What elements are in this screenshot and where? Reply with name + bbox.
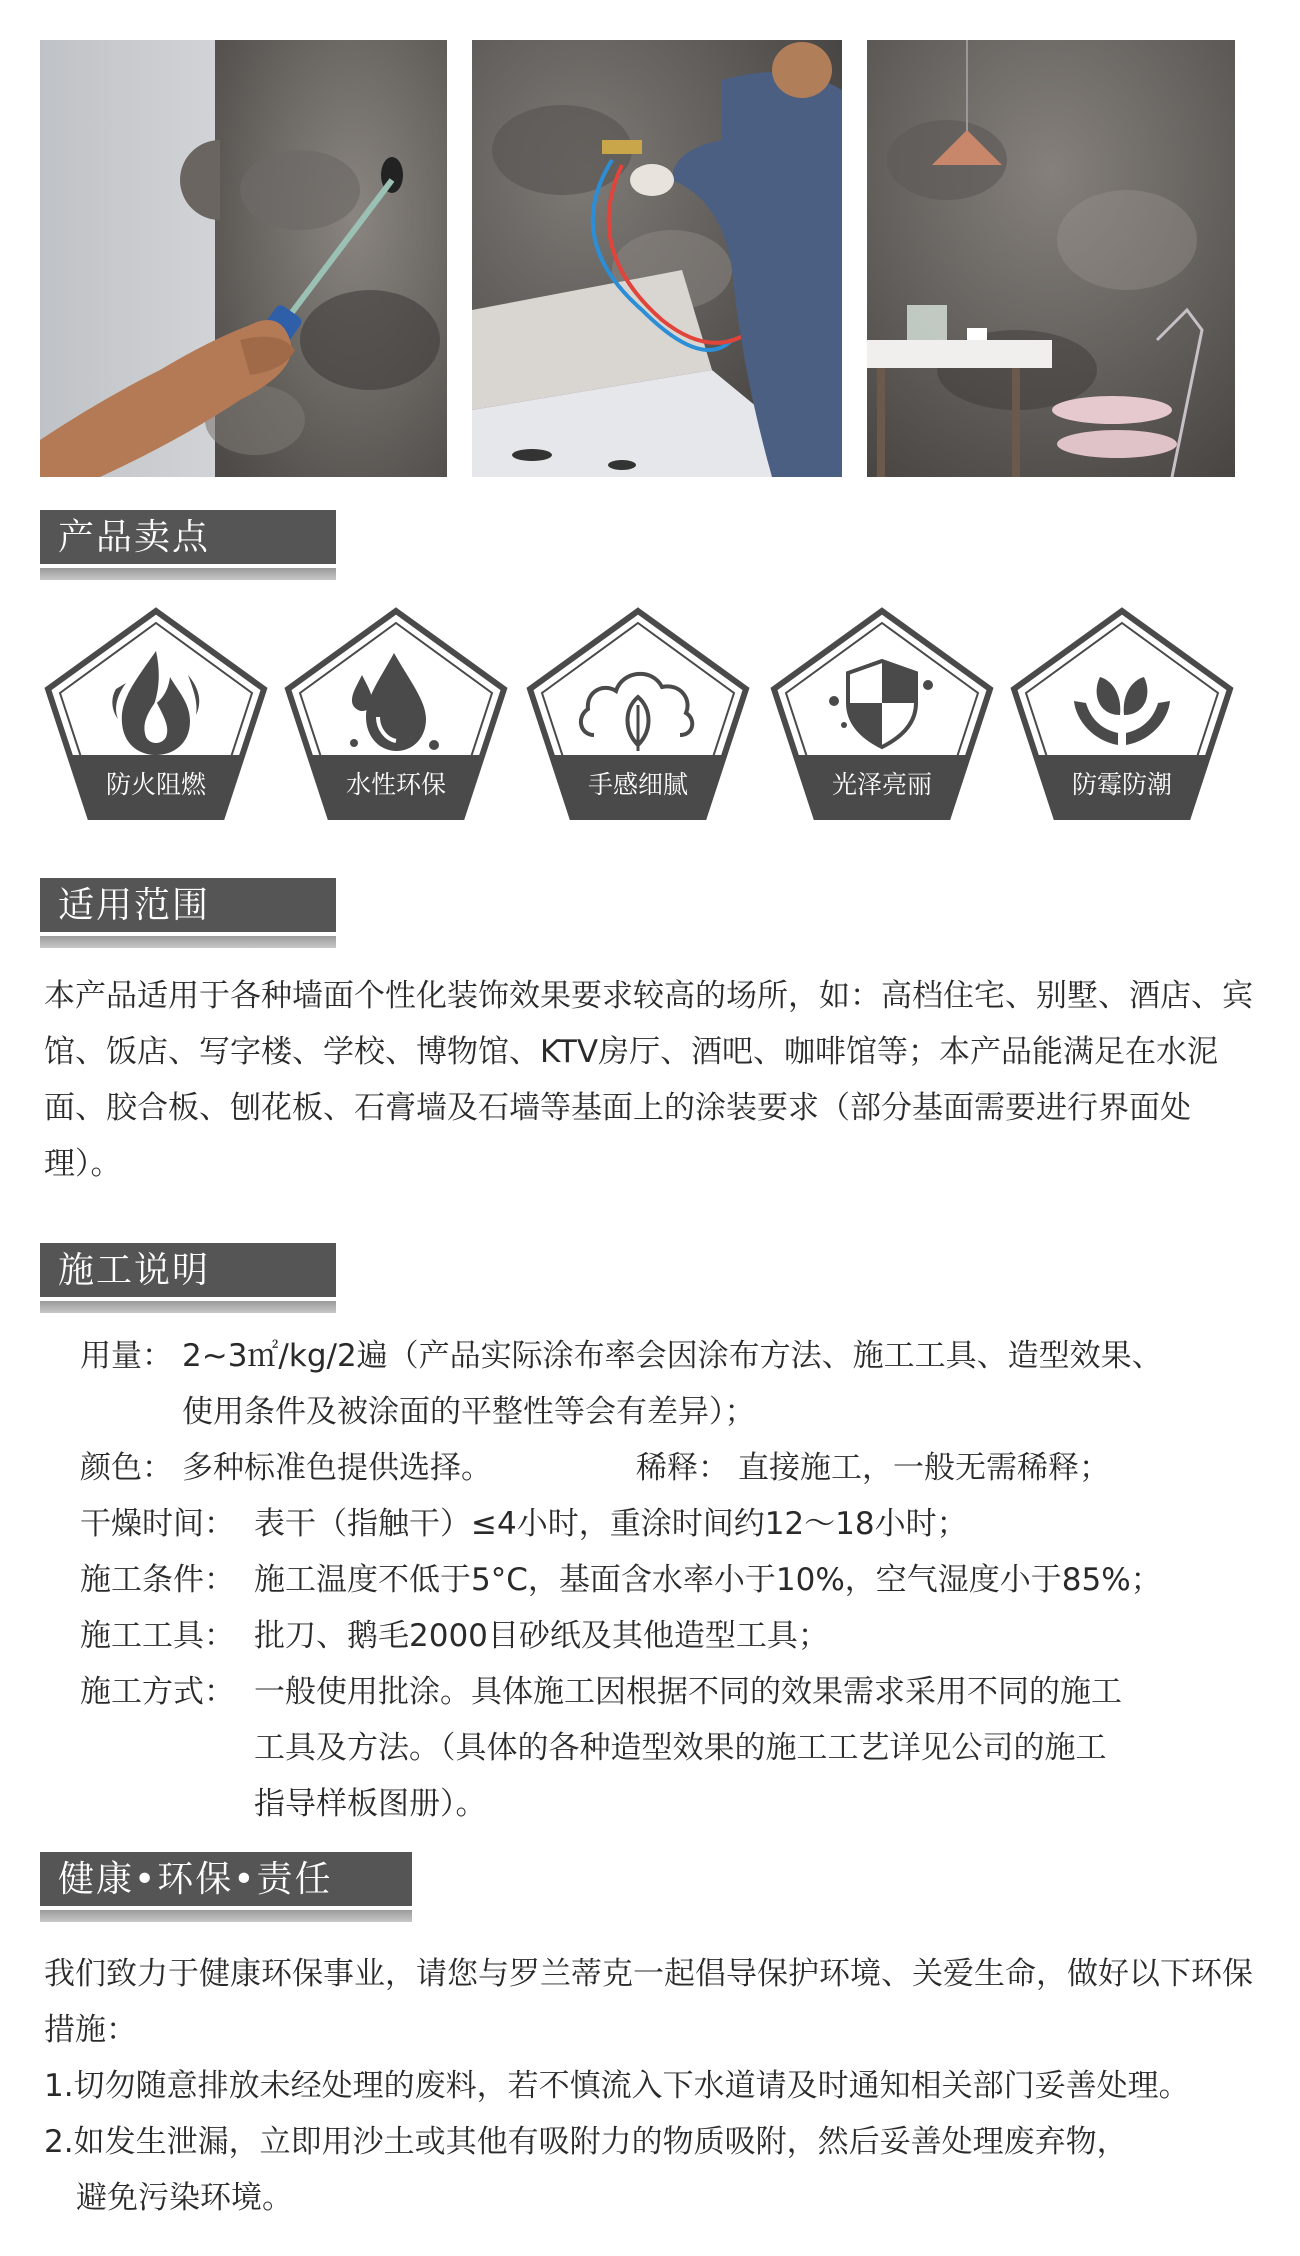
usage-value-line2: 使用条件及被涂面的平整性等会有差异）； [182,1394,756,1430]
scope-paragraph: 本产品适用于各种墙面个性化装饰效果要求较高的场所，如：高档住宅、别墅、酒店、宾馆、饭店、写字楼、学校、博物馆、KTV房厅、酒吧、咖啡馆等；本产品能满足在水泥面、胶合板、刨花板、石膏墙及石墙等基面上的涂装要求（部分基面需要进行界面处理）。 [44,978,1253,1182]
feature-label: 防霉防潮 [1071,770,1172,799]
section-header-construction [40,1243,336,1313]
drying-label: 干燥时间： [80,1506,235,1542]
tools-value: 批刀、鹅毛2000目砂纸及其他造型工具； [254,1618,829,1654]
method-value-line1: 一般使用批涂。具体施工因根据不同的效果需求采用不同的施工 [254,1674,1122,1710]
section-header-features [40,510,336,580]
condition-value: 施工温度不低于5°C，基面含水率小于10%，空气湿度小于85%； [254,1562,1162,1598]
section-title: 健康•环保•责任 [58,1859,333,1900]
method-value-line2: 工具及方法。（具体的各种造型效果的施工工艺详见公司的施工 [254,1730,1107,1766]
feature-label: 光泽亮丽 [831,770,932,799]
feature-mold-moisture-proof [1008,605,1236,823]
drying-value: 表干（指触干）≤4小时，重涂时间约12～18小时； [254,1506,968,1542]
health-item-2: 2.如发生泄漏，立即用沙土或其他有吸附力的物质吸附，然后妥善处理废弃物， [44,2124,1128,2160]
health-item-1: 1.切勿随意排放未经处理的废料，若不慎流入下水道请及时通知相关部门妥善处理。 [44,2068,1190,2104]
section-header-scope [40,878,336,948]
feature-label: 防火阻燃 [105,770,206,799]
feature-glossy [768,605,996,823]
feature-smooth-touch [524,605,752,823]
method-value-line3: 指导样板图册）。 [254,1786,487,1822]
method-label: 施工方式： [80,1674,235,1710]
condition-label: 施工条件： [80,1562,235,1598]
feature-label: 水性环保 [345,770,446,799]
section-title: 适用范围 [58,885,211,926]
tools-label: 施工工具： [80,1618,235,1654]
spray-painting-photo [472,40,842,477]
section-title: 施工说明 [58,1250,211,1291]
roller-painting-photo [40,40,447,477]
feature-fire-retardant [42,605,270,823]
section-header-health [40,1852,412,1922]
feature-water-based [282,605,510,823]
interior-scene-photo [867,40,1235,477]
dilution-value: 直接施工，一般无需稀释； [738,1450,1110,1486]
health-item-2-continued: 避免污染环境。 [76,2180,293,2216]
usage-value-line1: 2~3㎡/kg/2遍（产品实际涂布率会因涂布方法、施工工具、造型效果、 [182,1338,1163,1374]
section-title: 产品卖点 [58,517,211,558]
color-value: 多种标准色提供选择。 [182,1450,492,1486]
usage-label: 用量： [80,1338,173,1374]
feature-label: 手感细腻 [587,770,688,799]
dilution-label: 稀释： [636,1450,729,1486]
color-label: 颜色： [80,1450,173,1486]
health-intro: 我们致力于健康环保事业，请您与罗兰蒂克一起倡导保护环境、关爱生命，做好以下环保措施： [44,1956,1253,2048]
